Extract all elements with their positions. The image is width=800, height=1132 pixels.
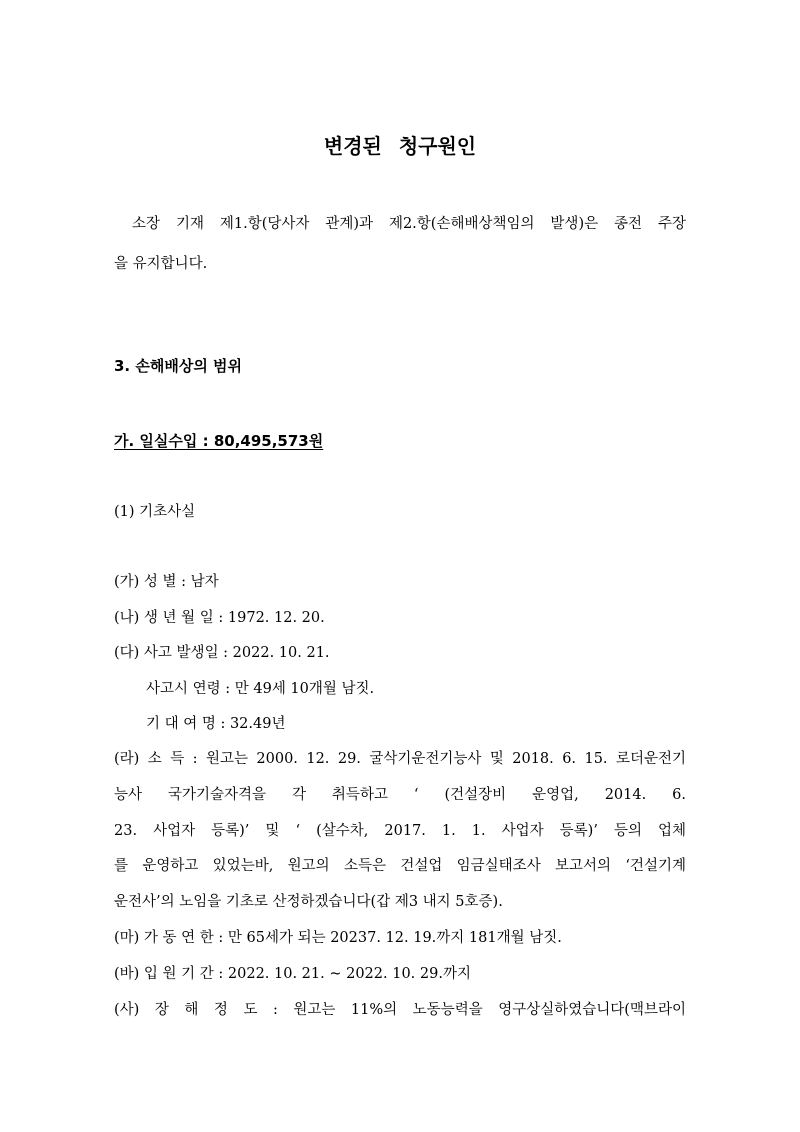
fact-age-at-accident: 사고시 연령 : 만 49세 10개월 남짓. <box>146 681 375 697</box>
fact-disability: (사) 장 해 정 도 : 원고는 11%의 노동능력을 영구상실하였습니다(맥브라이 <box>114 1002 686 1018</box>
intro-line-2: 을 유지합니다. <box>114 256 208 272</box>
fact-income-line-1: (라) 소 득 : 원고는 2000. 12. 29. 굴삭기운전기능사 및 2018. 6. 15. 로더운전기 <box>114 751 686 767</box>
fact-income-line-5: 운전사’의 노임을 기초로 산정하겠습니다(갑 제3 내지 5호증). <box>114 894 503 910</box>
subsection-heading-ga: 가. 일실수입 : 80,495,573원 <box>114 432 324 450</box>
fact-birthdate: (나) 생 년 월 일 : 1972. 12. 20. <box>114 610 325 626</box>
intro-line-1: 소장 기재 제1.항(당사자 관계)과 제2.항(손해배상책임의 발생)은 종전 주장 <box>132 216 686 232</box>
fact-hospital-period: (바) 입 원 기 간 : 2022. 10. 21. ~ 2022. 10. 29.까지 <box>114 966 471 982</box>
fact-sex: (가) 성 별 : 남자 <box>114 574 219 590</box>
fact-income-line-2: 능사 국가기술자격을 각 취득하고 ‘ (건설장비 운영업, 2014. 6. <box>114 787 686 803</box>
item-heading-1: (1) 기초사실 <box>114 504 196 520</box>
fact-accident-date: (다) 사고 발생일 : 2022. 10. 21. <box>114 645 330 661</box>
fact-working-age: (마) 가 동 연 한 : 만 65세가 되는 20237. 12. 19.까지 181개월 남짓. <box>114 930 562 946</box>
document-title: 변경된 청구원인 <box>323 134 477 158</box>
section-heading-3: 3. 손해배상의 범위 <box>114 357 243 375</box>
fact-income-line-4: 를 운영하고 있었는바, 원고의 소득은 건설업 임금실태조사 보고서의 ‘건설기계 <box>114 858 687 874</box>
fact-income-line-3: 23. 사업자 등록)’ 및 ‘ (살수차, 2017. 1. 1. 사업자 등록)’ 등의 업체 <box>114 823 686 839</box>
fact-life-expectancy: 기 대 여 명 : 32.49년 <box>146 716 286 732</box>
